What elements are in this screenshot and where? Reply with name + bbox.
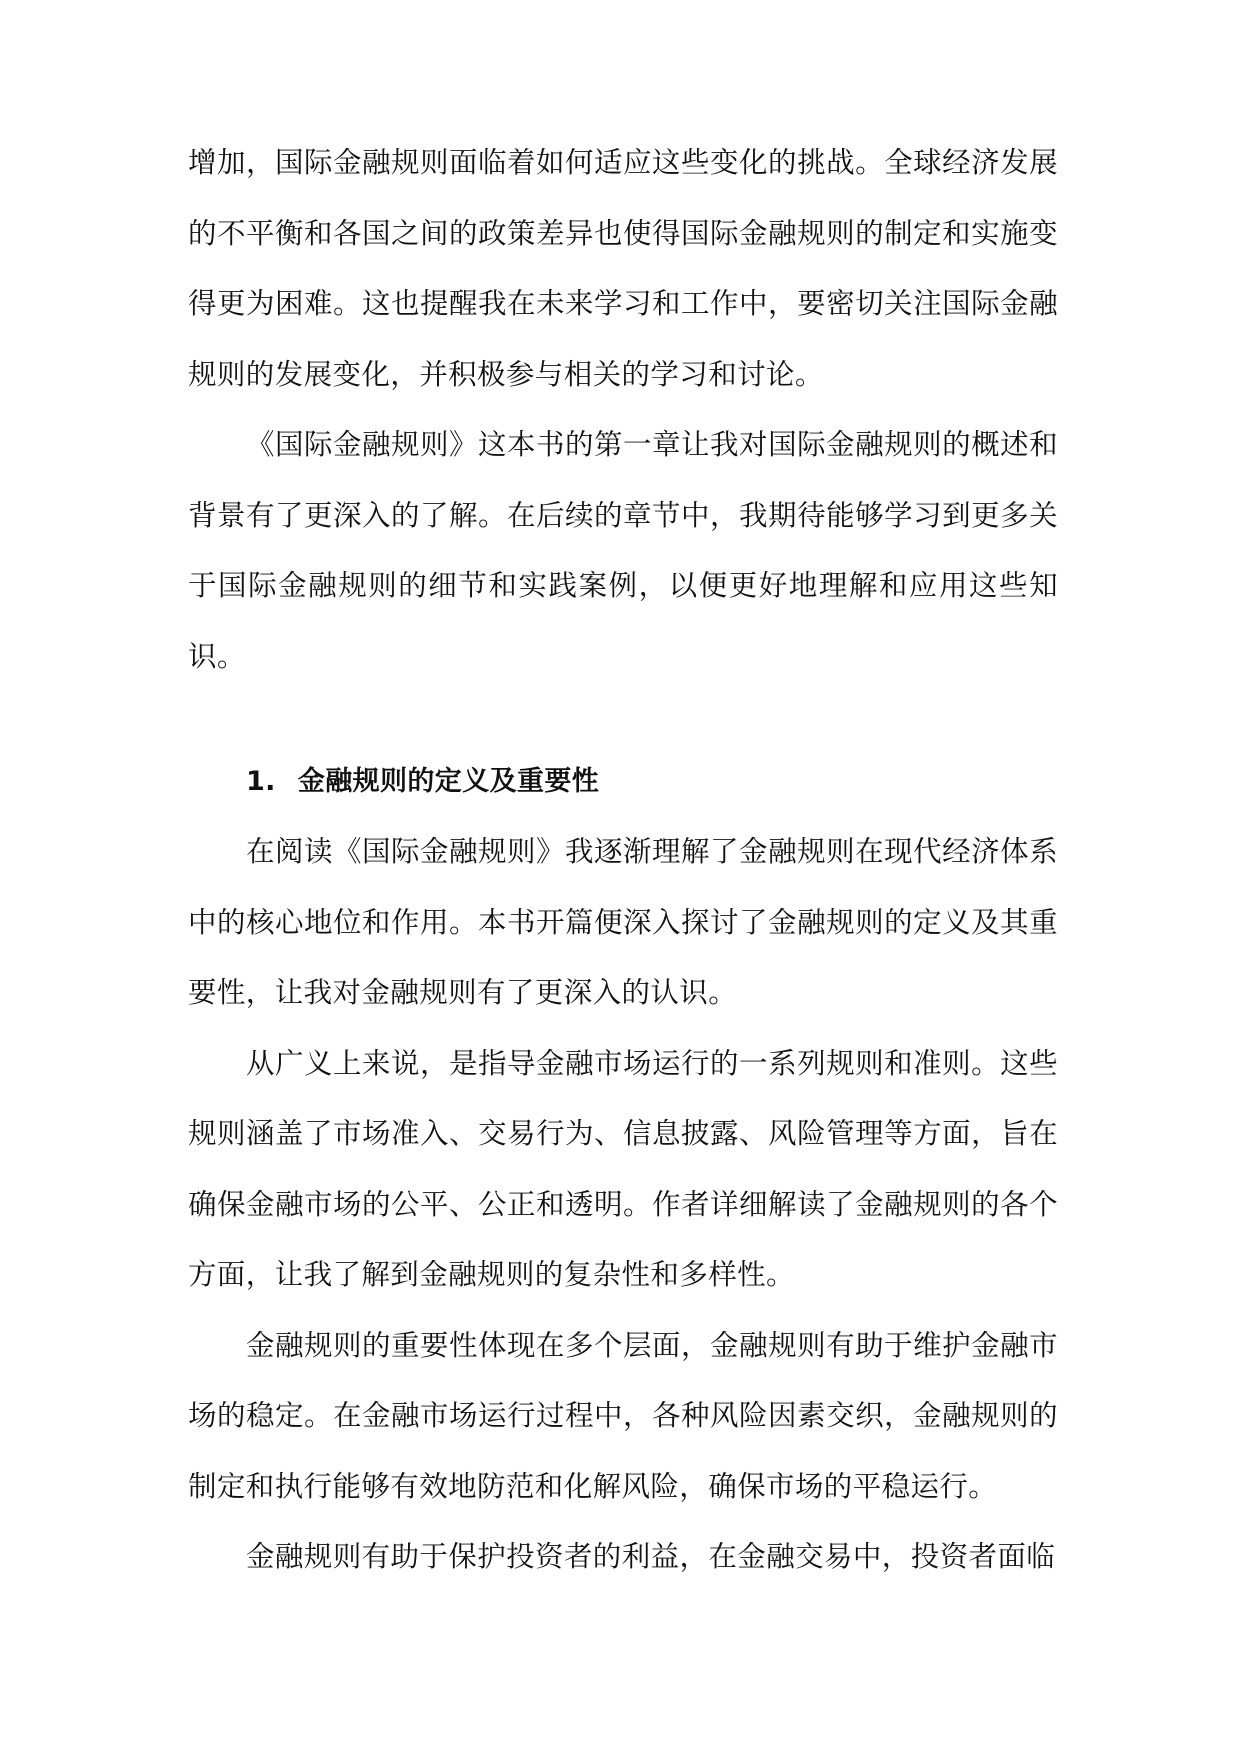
paragraph-definition: 从广义上来说，是指导金融市场运行的一系列规则和准则。这些规则涵盖了市场准入、交易行为、信息披露、风险管理等方面，旨在确保金融市场的公平、公正和透明。作者详细解读了金融规则的各个方面，让我了解到金融规则的复杂性和多样性。 [188, 1046, 1058, 1291]
section-title: 金融规则的定义及重要性 [297, 766, 600, 797]
section-number: 1. [246, 766, 276, 797]
paragraph-investor-protection: 金融规则有助于保护投资者的利益，在金融交易中，投资者面临 [246, 1540, 1056, 1573]
paragraph-continuation: 增加，国际金融规则面临着如何适应这些变化的挑战。全球经济发展的不平衡和各国之间的政策差异也使得国际金融规则的制定和实施变得更为困难。这也提醒我在未来学习和工作中，要密切关注国际金融规则的发展变化，并积极参与相关的学习和讨论。 [188, 146, 1058, 391]
document-page [188, 128, 1058, 1593]
paragraph-importance: 金融规则的重要性体现在多个层面，金融规则有助于维护金融市场的稳定。在金融市场运行过程中，各种风险因素交织，金融规则的制定和执行能够有效地防范和化解风险，确保市场的平稳运行。 [188, 1328, 1058, 1503]
paragraph-chapter-summary: 《国际金融规则》这本书的第一章让我对国际金融规则的概述和背景有了更深入的了解。在后续的章节中，我期待能够学习到更多关于国际金融规则的细节和实践案例，以便更好地理解和应用这些知识。 [188, 428, 1058, 673]
paragraph-reading-intro: 在阅读《国际金融规则》我逐渐理解了金融规则在现代经济体系中的核心地位和作用。本书开篇便深入探讨了金融规则的定义及其重要性，让我对金融规则有了更深入的认识。 [188, 835, 1058, 1009]
section-heading [188, 747, 1058, 817]
